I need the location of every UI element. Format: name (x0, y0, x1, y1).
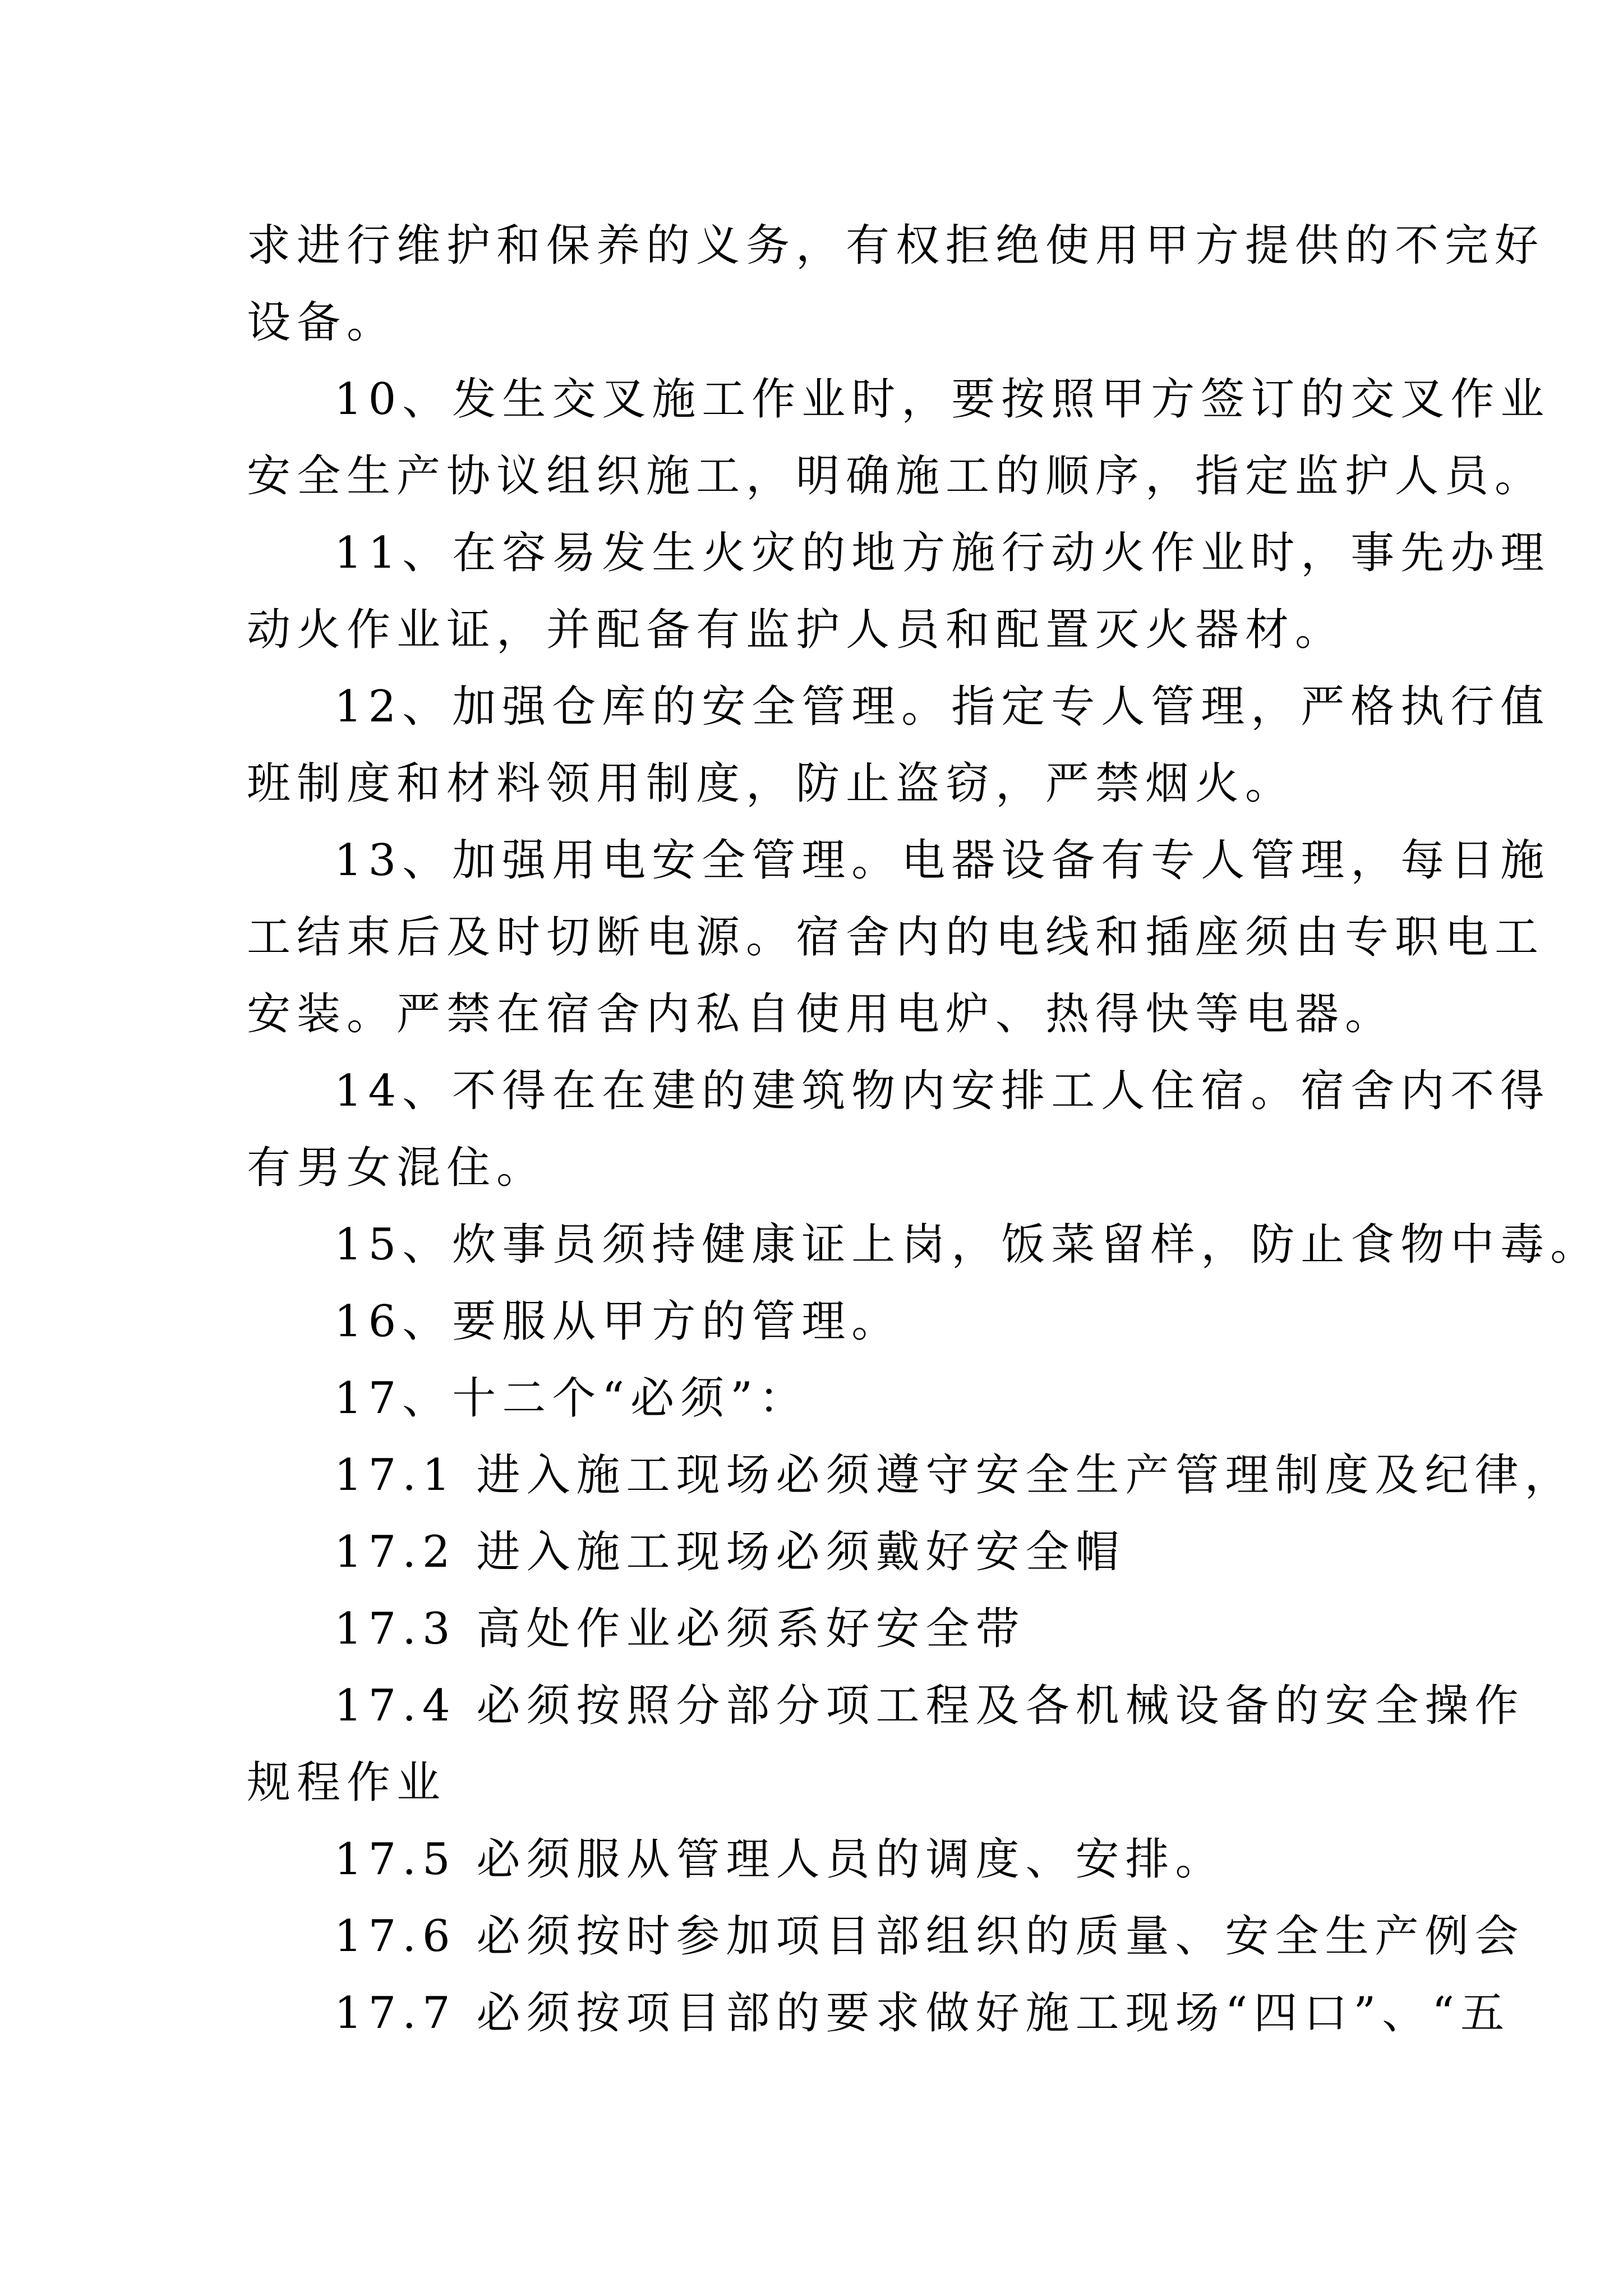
text-line: 13、加强用电安全管理。电器设备有专人管理，每日施 (334, 835, 1551, 886)
text-line: 安装。严禁在宿舍内私自使用电炉、热得快等电器。 (247, 989, 1395, 1039)
text-line: 17.7 必须按项目部的要求做好施工现场“四口”、“五 (334, 1988, 1511, 2039)
text-line: 设备。 (247, 297, 397, 348)
text-line: 动火作业证，并配备有监护人员和配置灭火器材。 (247, 605, 1345, 655)
text-line: 17.3 高处作业必须系好安全带 (334, 1604, 1026, 1654)
text-line: 安全生产协议组织施工，明确施工的顺序，指定监护人员。 (247, 451, 1545, 501)
text-line: 17.6 必须按时参加项目部组织的质量、安全生产例会 (334, 1911, 1525, 1962)
text-line: 工结束后及时切断电源。宿舍内的电线和插座须由专职电工 (247, 912, 1545, 963)
text-line: 17.1 进入施工现场必须遵守安全生产管理制度及纪律， (334, 1450, 1575, 1501)
document-body (247, 208, 1601, 2052)
text-line: 12、加强仓库的安全管理。指定专人管理，严格执行值 (334, 682, 1551, 732)
text-line: 17、十二个“必须”： (334, 1373, 809, 1424)
text-line: 10、发生交叉施工作业时，要按照甲方签订的交叉作业 (334, 374, 1551, 425)
text-line: 11、在容易发生火灾的地方施行动火作业时，事先办理 (334, 528, 1551, 578)
text-line: 有男女混住。 (247, 1143, 547, 1193)
text-line: 14、不得在在建的建筑物内安排工人住宿。宿舍内不得 (334, 1066, 1551, 1116)
text-line: 17.5 必须服从管理人员的调度、安排。 (334, 1834, 1225, 1885)
text-line: 17.2 进入施工现场必须戴好安全帽 (334, 1527, 1126, 1577)
text-line: 班制度和材料领用制度，防止盗窃，严禁烟火。 (247, 758, 1295, 809)
text-line: 求进行维护和保养的义务，有权拒绝使用甲方提供的不完好 (247, 220, 1545, 271)
text-line: 17.4 必须按照分部分项工程及各机械设备的安全操作 (334, 1681, 1525, 1731)
text-line: 16、要服从甲方的管理。 (334, 1296, 902, 1347)
text-line: 15、炊事员须持健康证上岗，饭菜留样，防止食物中毒。 (334, 1220, 1601, 1270)
text-line: 规程作业 (247, 1757, 447, 1808)
